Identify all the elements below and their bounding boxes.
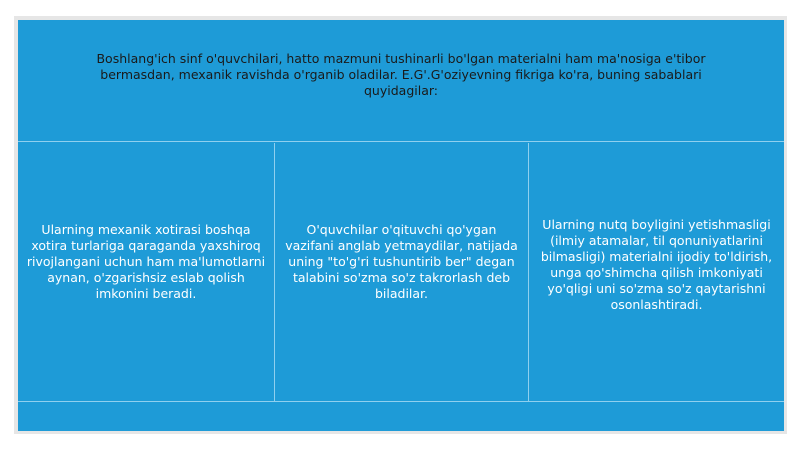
- header-box: [18, 20, 784, 142]
- footer-bar: [18, 401, 784, 431]
- reason-text-3: Ularning nutq boyligini yetishmasligi (ilmiy atamalar, til qonuniyatlarini bilmasligi) materialni ijodiy to'ldirish, unga qo'shimcha qilish imkoniyati yo'qligi uni so'zma so'z qaytarishni osonlashtiradi.: [540, 217, 773, 312]
- reason-box-1: [18, 143, 274, 401]
- reason-text-2: O'quvchilar o'qituvchi qo'ygan vazifani anglab yetmaydilar, natijada uning "to'g'ri tushuntirib ber" degan talabini so'zma so'z takrorlash deb biladilar.: [285, 222, 518, 301]
- reason-box-2: [274, 143, 528, 401]
- reasons-row: [18, 143, 784, 401]
- diagram-panel: [18, 20, 784, 431]
- header-text: Boshlang'ich sinf o'quvchilari, hatto mazmuni tushinarli bo'lgan materialni ham ma'nosiga e'tibor bermasdan, mexanik ravishda o'rganib oladilar. E.G'.G'oziyevning fikriga ko'ra, buning sabablari quyidagilar:: [96, 50, 706, 98]
- reason-box-3: [528, 143, 784, 401]
- reason-text-1: Ularning mexanik xotirasi boshqa xotira turlariga qaraganda yaxshiroq rivojlangani uchun ham ma'lumotlarni aynan, o'zgarishsiz eslab qolish imkonini beradi.: [26, 222, 266, 301]
